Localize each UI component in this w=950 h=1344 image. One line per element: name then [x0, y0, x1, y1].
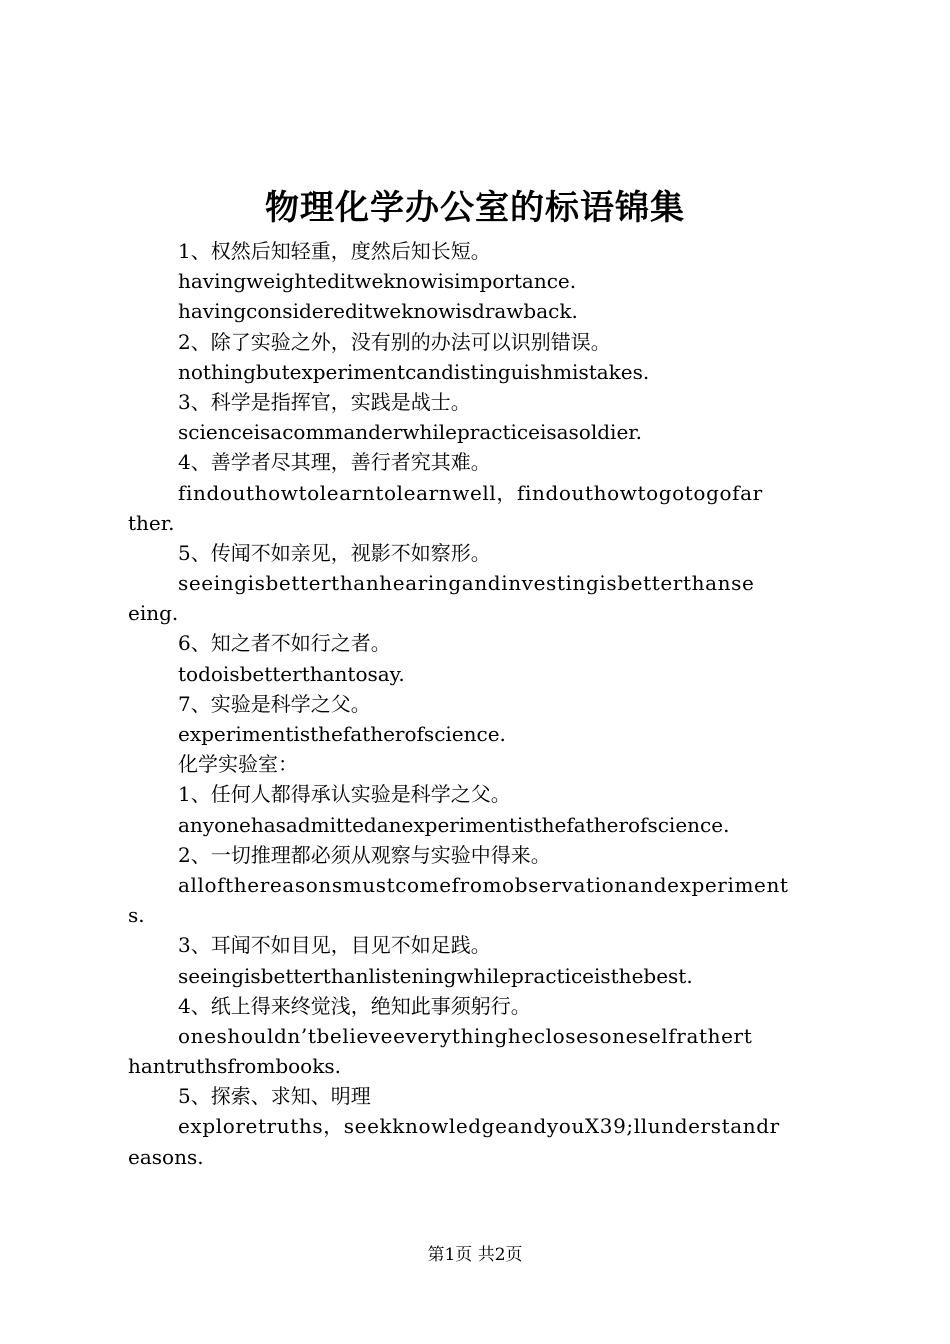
paragraph-line: experimentisthefatherofscience.	[178, 722, 506, 746]
paragraph-line-continued: ther.	[128, 510, 175, 535]
paragraph-line: anyonehasadmittedanexperimentisthefatherofscience.	[178, 812, 730, 837]
paragraph-line: allofthereasonsmustcomefromobservationandexperiment	[178, 872, 789, 897]
paragraph-line: 5、探索、求知、明理	[178, 1084, 371, 1109]
paragraph-line: todoisbetterthantosay.	[178, 661, 405, 686]
section-heading: 化学实验室：	[178, 752, 298, 777]
paragraph-line: 3、科学是指挥官，实践是战士。	[178, 389, 471, 414]
paragraph-line-continued: s.	[128, 903, 145, 928]
paragraph-line: 3、耳闻不如目见，目见不如足践。	[178, 933, 491, 958]
paragraph-line: findouthowtolearntolearnwell，findouthowtogotogofar	[178, 480, 763, 505]
paragraph-line: 4、纸上得来终觉浅，绝知此事须躬行。	[178, 993, 531, 1018]
paragraph-line: 4、善学者尽其理，善行者究其难。	[178, 450, 491, 475]
document-body	[128, 236, 832, 1172]
paragraph-line: 2、除了实验之外，没有别的办法可以识别错误。	[178, 329, 611, 354]
paragraph-line-continued: eing.	[128, 601, 179, 626]
paragraph-line-continued: easons.	[128, 1144, 204, 1169]
paragraph-line: 2、一切推理都必须从观察与实验中得来。	[178, 842, 551, 867]
paragraph-line: 5、传闻不如亲见，视影不如察形。	[178, 540, 491, 565]
paragraph-line: 1、权然后知轻重，度然后知长短。	[178, 239, 491, 263]
paragraph-line: nothingbutexperimentcandistinguishmistakes.	[178, 359, 650, 384]
page-number-footer: 第1页 共2页	[427, 1245, 523, 1265]
paragraph-line: havingconsidereditweknowisdrawback.	[178, 299, 578, 324]
paragraph-line: 6、知之者不如行之者。	[178, 631, 391, 656]
document-title: 物理化学办公室的标语锦集	[265, 188, 685, 228]
paragraph-line-continued: hantruthsfrombooks.	[128, 1054, 341, 1079]
paragraph-line: seeingisbetterthanhearingandinvestingisbetterthanse	[178, 571, 755, 596]
paragraph-line: 1、任何人都得承认实验是科学之父。	[178, 782, 511, 807]
paragraph-line: havingweighteditweknowisimportance.	[178, 269, 577, 294]
paragraph-line: oneshouldn’tbelieveeverythingheclosesoneselfrathert	[178, 1023, 753, 1048]
paragraph-line: exploretruths，seekknowledgeandyouX39;llunderstandr	[178, 1114, 780, 1139]
paragraph-line: 7、实验是科学之父。	[178, 691, 371, 716]
paragraph-line: seeingisbetterthanlisteningwhilepracticeisthebest.	[178, 963, 693, 988]
paragraph-line: scienceisacommanderwhilepracticeisasoldier.	[178, 420, 643, 445]
